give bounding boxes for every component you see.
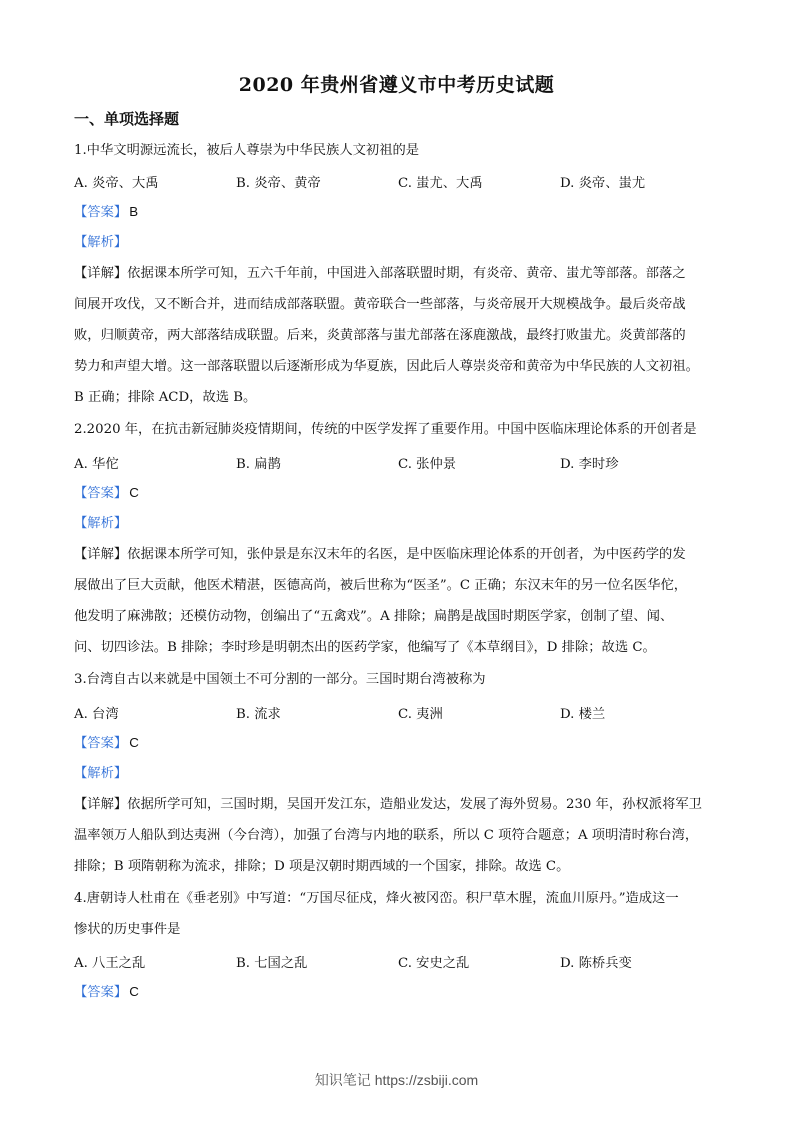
question-2-option-d: D. 李时珍: [560, 457, 619, 472]
question-1-option-a: A. 炎帝、大禹: [74, 176, 159, 191]
question-1-detail-line: 间展开攻伐，又不断合并，进而结成部落联盟。黄帝联合一些部落，与炎帝展开大规模战争。最后炎帝战: [74, 297, 686, 312]
page-title: 2020 年贵州省遵义市中考历史试题: [238, 74, 555, 96]
question-1-stem: 1.中华文明源远流长，被后人尊崇为中华民族人文初祖的是: [74, 143, 420, 158]
question-1-detail-line: 败，归顺黄帝，两大部落结成联盟。后来，炎黄部落与蚩尤部落在涿鹿激战，最终打败蚩尤。炎黄部落的: [74, 328, 686, 343]
question-3-analysis-tag: 【解析】: [74, 766, 128, 781]
question-1-detail-line: 势力和声望大增。这一部落联盟以后逐渐形成为华夏族，因此后人尊崇炎帝和黄帝为中华民族的人文初祖。: [74, 359, 699, 374]
question-2-detail-line: 问、切四诊法。B 排除；李时珍是明朝杰出的医药学家，他编写了《本草纲目》，D 排除；故选 C。: [74, 640, 656, 655]
question-1-detail-line: B 正确；排除 ACD，故选 B。: [74, 390, 257, 405]
question-4-stem-line: 4.唐朝诗人杜甫在《垂老别》中写道：“万国尽征戍，烽火被冈峦。积尸草木腥，流血川原丹。”造成这一: [74, 891, 679, 906]
answer-value: C: [129, 485, 139, 500]
answer-value: C: [129, 735, 139, 750]
question-2-stem: 2.2020 年，在抗击新冠肺炎疫情期间，传统的中医学发挥了重要作用。中国中医临床理论体系的开创者是: [74, 422, 697, 437]
question-2-option-c: C. 张仲景: [398, 457, 457, 472]
question-3-detail-line: 【详解】依据所学可知，三国时期，吴国开发江东，造船业发达，发展了海外贸易。230 年，孙权派将军卫: [74, 797, 702, 812]
question-2-options: [74, 453, 724, 471]
question-4-option-a: A. 八王之乱: [74, 956, 146, 971]
question-1-option-d: D. 炎帝、蚩尤: [560, 176, 646, 191]
question-1-detail-line: 【详解】依据课本所学可知，五六千年前，中国进入部落联盟时期，有炎帝、黄帝、蚩尤等部落。部落之: [74, 266, 686, 281]
answer-value: C: [129, 984, 139, 999]
question-2-detail-line: 展做出了巨大贡献，他医术精湛，医德高尚，被后世称为“医圣”。C 正确；东汉末年的另一位名医华佗，: [74, 578, 688, 593]
question-3-answer: [74, 734, 724, 753]
question-1-option-c: C. 蚩尤、大禹: [398, 176, 483, 191]
question-3-option-b: B. 流求: [236, 707, 281, 722]
question-3-option-a: A. 台湾: [74, 707, 119, 722]
answer-value: B: [129, 204, 139, 219]
question-1-options: [74, 172, 724, 190]
question-1-answer: [74, 203, 724, 222]
question-3-option-c: C. 夷洲: [398, 707, 443, 722]
question-4-option-d: D. 陈桥兵变: [560, 956, 632, 971]
answer-tag: 【答案】: [74, 486, 128, 501]
question-3-options: [74, 703, 724, 721]
answer-tag: 【答案】: [74, 205, 128, 220]
question-4-option-c: C. 安史之乱: [398, 956, 470, 971]
question-4-option-b: B. 七国之乱: [236, 956, 308, 971]
question-1-analysis-tag: 【解析】: [74, 235, 128, 250]
question-2-analysis-tag: 【解析】: [74, 516, 128, 531]
answer-tag: 【答案】: [74, 736, 128, 751]
question-4-stem-line: 惨状的历史事件是: [74, 922, 181, 937]
section-heading: 一、单项选择题: [74, 110, 180, 128]
footer-watermark: 知识笔记 https://zsbiji.com: [314, 1072, 479, 1088]
question-1-option-b: B. 炎帝、黄帝: [236, 176, 321, 191]
question-2-option-b: B. 扁鹊: [236, 457, 281, 472]
question-2-detail-line: 【详解】依据课本所学可知，张仲景是东汉末年的名医，是中医临床理论体系的开创者，为中医药学的发: [74, 547, 686, 562]
question-3-stem: 3.台湾自古以来就是中国领土不可分割的一部分。三国时期台湾被称为: [74, 672, 486, 687]
question-2-detail-line: 他发明了麻沸散；还模仿动物，创编出了“五禽戏”。A 排除；扁鹊是战国时期医学家，创制了望、闻、: [74, 609, 674, 624]
question-2-answer: [74, 484, 724, 503]
question-2-option-a: A. 华佗: [74, 457, 119, 472]
question-3-detail-line: 排除；B 项隋朝称为流求，排除；D 项是汉朝时期西域的一个国家，排除。故选 C。: [74, 859, 570, 874]
question-4-answer: [74, 983, 724, 1002]
question-4-options: [74, 952, 724, 970]
question-3-option-d: D. 楼兰: [560, 707, 606, 722]
question-3-detail-line: 温率领万人船队到达夷洲（今台湾），加强了台湾与内地的联系，所以 C 项符合题意；A 项明清时称台湾，: [74, 828, 699, 843]
answer-tag: 【答案】: [74, 985, 128, 1000]
